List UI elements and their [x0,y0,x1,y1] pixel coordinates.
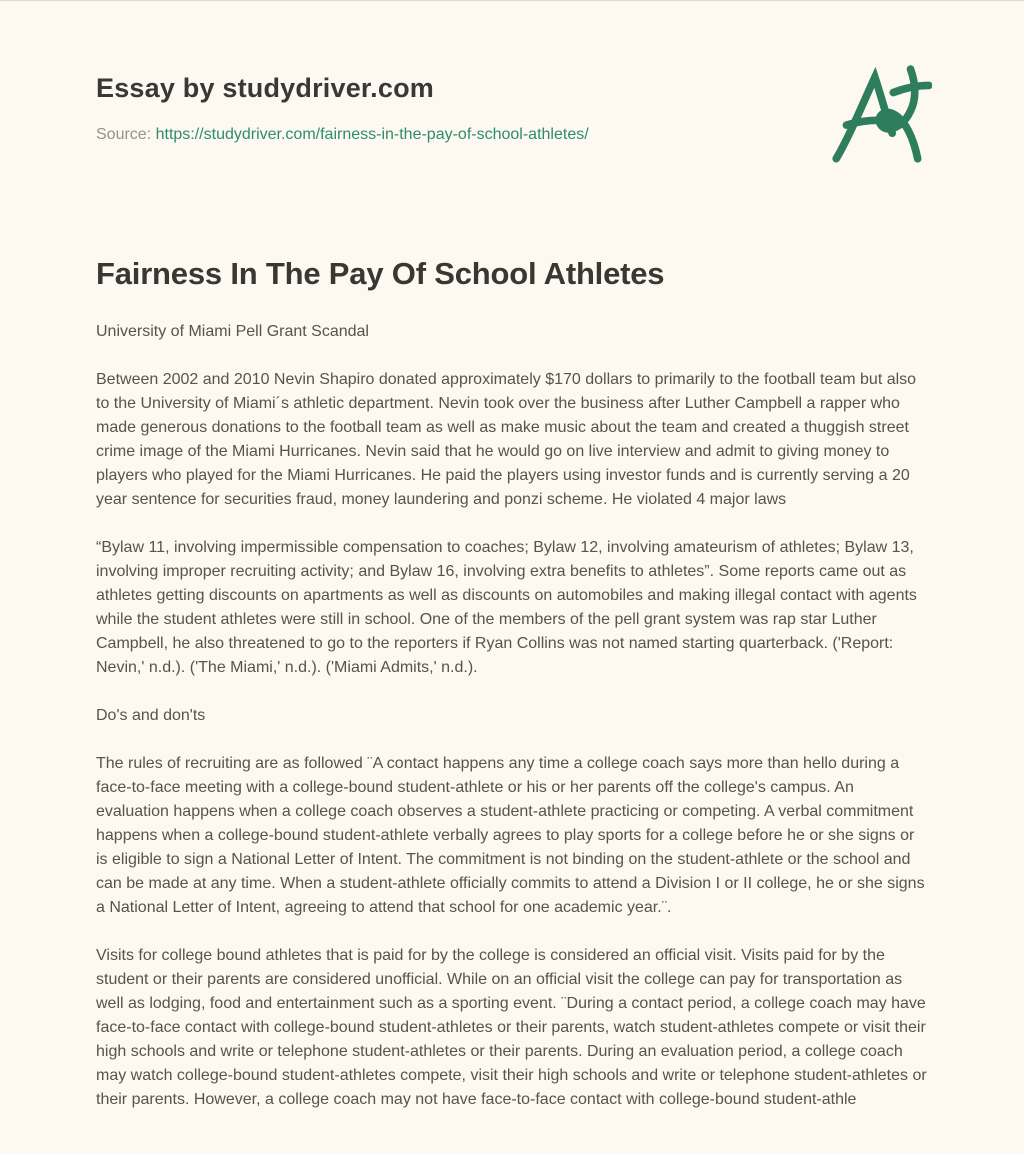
essay-subtitle: University of Miami Pell Grant Scandal [96,323,369,340]
source-label: Source: [96,126,152,143]
studydriver-logo [828,63,932,175]
document-page [0,1,1024,1154]
paragraph-dos-and-donts-heading: Do's and don'ts [96,707,206,724]
page-header [96,1,928,144]
a-plus-logo-icon [828,162,932,179]
paragraph-miami-scandal: Between 2002 and 2010 Nevin Shapiro donated approximately $170 dollars to primarily to the football team but also to the University of Miami´s athletic department. Nevin took over the business after Luther Campbell a rapper who made generous donations to the football team as well as make music about the team and created a thuggish street crime image of the Miami Hurricanes. Nevin said that he would go on live interview and admit to giving money to players who played for the Miami Hurricanes. He paid the players using investor funds and is currently serving a 20 year sentence for securities fraud, money laundering and ponzi scheme. He violated 4 major laws [96,371,917,508]
essay-title: Fairness In The Pay Of School Athletes [96,256,665,291]
source-link[interactable]: https://studydriver.com/fairness-in-the-pay-of-school-athletes/ [155,126,589,143]
source-line [96,126,928,144]
essay-content [96,256,928,1112]
paragraph-recruiting-rules: The rules of recruiting are as followed ¨A contact happens any time a college coach says more than hello during a face-to-face meeting with a college-bound student-athlete or his or her parents off the college's campus. An evaluation happens when a college coach observes a student-athlete practicing or competing. A verbal commitment happens when a college-bound student-athlete verbally agrees to play sports for a college before he or she signs or is eligible to sign a National Letter of Intent. The commitment is not binding on the student-athlete or the school and can be made at any time. When a student-athlete officially commits to attend a Division I or II college, he or she signs a National Letter of Intent, agreeing to attend that school for one academic year.¨. [96,755,925,916]
page-title: Essay by studydriver.com [96,73,434,103]
paragraph-bylaws: “Bylaw 11, involving impermissible compensation to coaches; Bylaw 12, involving amateurism of athletes; Bylaw 13, involving improper recruiting activity; and Bylaw 16, involving extra benefits to athletes”. Some reports came out as athletes getting discounts on apartments as well as discounts on automobiles and making illegal contact with agents while the student athletes were still in school. One of the members of the pell grant system was rap star Luther Campbell, he also threatened to go to the reporters if Ryan Collins was not named starting quarterback. ('Report: Nevin,' n.d.). ('The Miami,' n.d.). ('Miami Admits,' n.d.). [96,539,917,676]
paragraph-visits: Visits for college bound athletes that is paid for by the college is considered an official visit. Visits paid for by the student or their parents are considered unofficial. While on an official visit the college can pay for transportation as well as lodging, food and entertainment such as a sporting event. ¨During a contact period, a college coach may have face-to-face contact with college-bound student-athletes or their parents, watch student-athletes compete or visit their high schools and write or telephone student-athletes or their parents. During an evaluation period, a college coach may watch college-bound student-athletes compete, visit their high schools and write or telephone student-athletes or their parents. However, a college coach may not have face-to-face contact with college-bound student-athle [96,947,927,1108]
